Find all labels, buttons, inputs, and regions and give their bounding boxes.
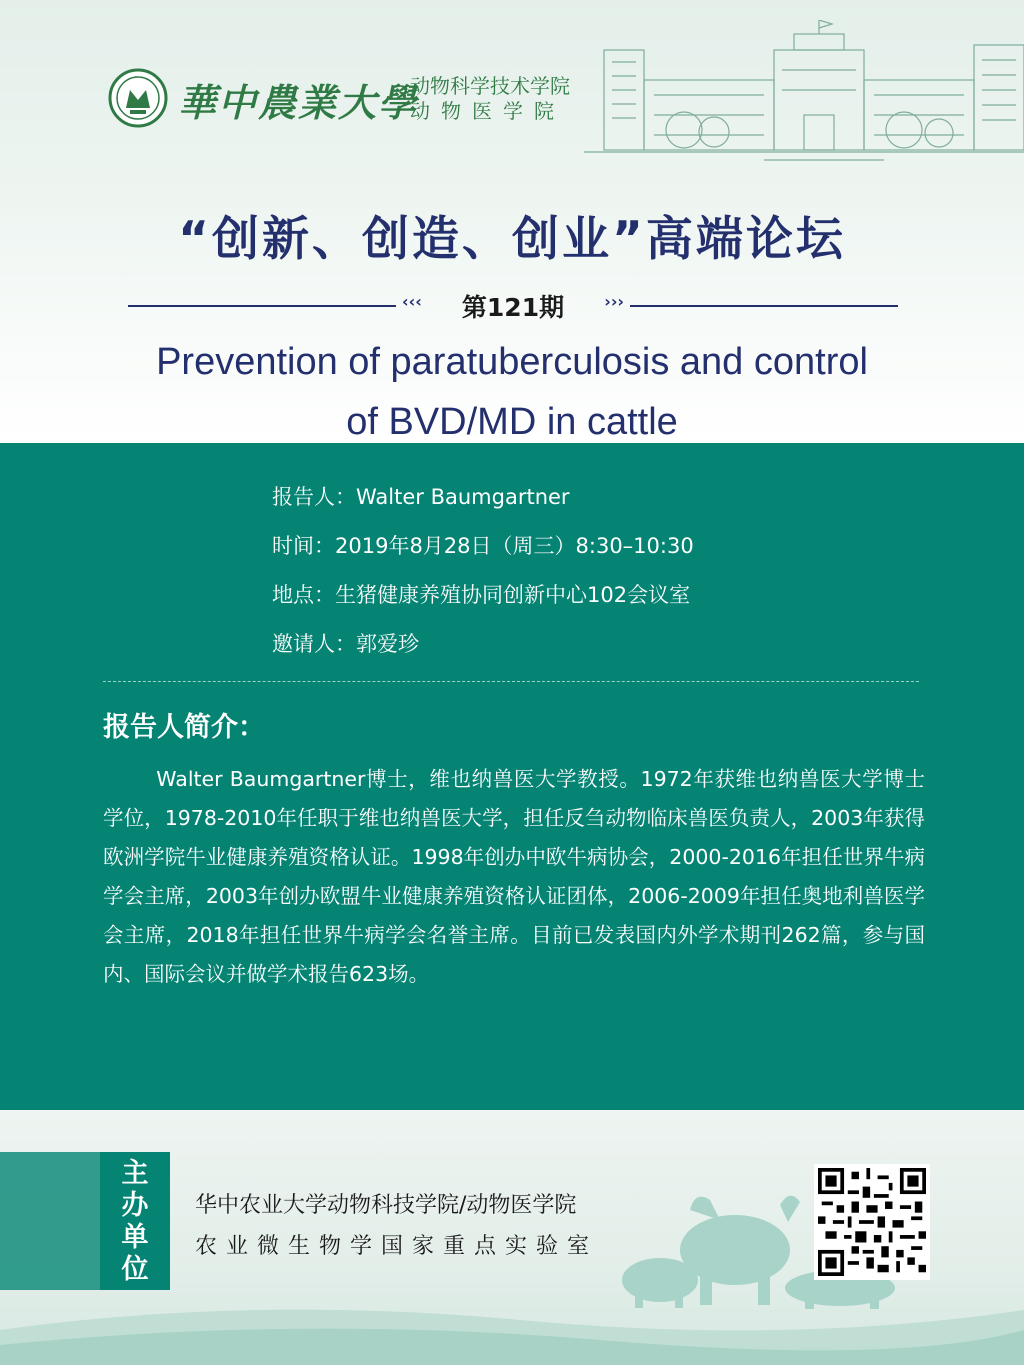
host-label	[100, 1152, 170, 1290]
talk-title	[60, 332, 964, 443]
host-label-char: 办	[121, 1190, 149, 1221]
speaker-line: 报告人：Walter Baumgartner	[272, 485, 570, 509]
issue-row	[128, 288, 898, 324]
host-label-char: 主	[121, 1158, 149, 1189]
qr-code[interactable]	[814, 1164, 930, 1280]
footer-section	[0, 1110, 1024, 1365]
host-label-char: 位	[121, 1254, 149, 1285]
chevron-left-icon: ‹‹‹	[402, 292, 422, 311]
campus-building-illustration	[584, 20, 1024, 170]
college-name-2: 动物医学院	[410, 99, 565, 123]
inviter-line: 邀请人：郭爱珍	[272, 632, 419, 656]
college-name-1: 动物科学技术学院	[410, 74, 570, 98]
chevron-right-icon: ›››	[604, 292, 624, 311]
host-accent-bar	[0, 1152, 100, 1290]
bio-heading: 报告人简介：	[103, 712, 265, 743]
host-organization-1: 华中农业大学动物科技学院/动物医学院	[195, 1193, 577, 1218]
host-organization-2: 农业微生物学国家重点实验室	[195, 1234, 599, 1259]
event-info	[272, 473, 694, 669]
details-section	[0, 443, 1024, 1110]
issue-number: 第121期	[461, 293, 565, 322]
divider-line-right	[630, 305, 898, 307]
header-section	[0, 0, 1024, 443]
decorative-waves	[0, 1290, 1024, 1365]
talk-title-line-1: Prevention of paratuberculosis and control	[156, 341, 868, 383]
talk-title-line-2: of BVD/MD in cattle	[346, 401, 678, 443]
forum-title: “创新、创造、创业”高端论坛	[178, 212, 846, 267]
bio-text: Walter Baumgartner博士，维也纳兽医大学教授。1972年获维也纳兽医大学博士学位，1978-2010年任职于维也纳兽医大学，担任反刍动物临床兽医负责人，2003年获得欧洲学院牛业健康养殖资格认证。1998年创办中欧牛病协会，2000-2016年担任世界牛病学会主席，2003年创办欧盟牛业健康养殖资格认证团体，2006-2009年担任奥地利兽医学会主席，2018年担任世界牛病学会名誉主席。目前已发表国内外学术期刊262篇，参与国内、国际会议并做学术报告623场。	[103, 767, 925, 986]
university-logo	[108, 68, 168, 128]
college-names	[410, 74, 570, 124]
university-name: 華中農業大學	[178, 80, 419, 125]
host-label-char: 单	[121, 1222, 149, 1253]
location-line: 地点：生猪健康养殖协同创新中心102会议室	[272, 583, 691, 607]
time-line: 时间：2019年8月28日（周三）8:30–10:30	[272, 534, 694, 558]
dashed-divider	[103, 681, 919, 682]
